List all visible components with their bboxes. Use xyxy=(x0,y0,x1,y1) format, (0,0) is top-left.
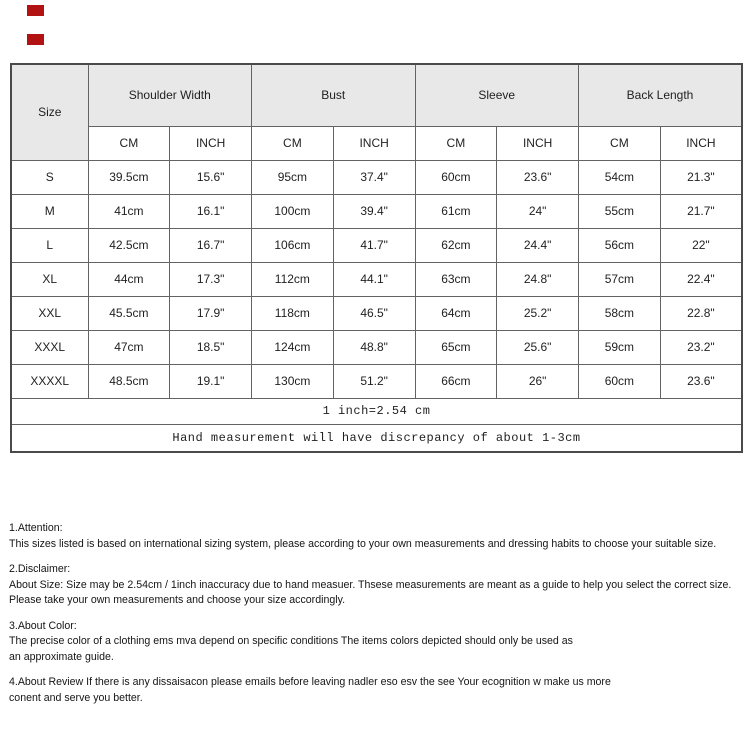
about-color-paragraph xyxy=(9,619,749,666)
measurement-cell: 42.5cm xyxy=(88,228,170,262)
paragraph-title: 3.About Color: xyxy=(9,619,77,632)
measurement-cell: 51.2" xyxy=(333,364,415,398)
measurement-cell: 26" xyxy=(497,364,579,398)
measurement-cell: 22" xyxy=(660,228,742,262)
measurement-cell: 23.6" xyxy=(660,364,742,398)
measurement-cell: 22.4" xyxy=(660,262,742,296)
measurement-cell: 124cm xyxy=(252,330,334,364)
measurement-cell: 41.7" xyxy=(333,228,415,262)
about-review-paragraph xyxy=(9,675,749,706)
measurement-cell: 46.5" xyxy=(333,296,415,330)
measurement-cell: 16.7" xyxy=(170,228,252,262)
description-section xyxy=(9,521,749,716)
measurement-cell: 58cm xyxy=(579,296,661,330)
measurement-cell: 39.5cm xyxy=(88,160,170,194)
table-unit-header-row xyxy=(11,126,742,160)
unit-header: INCH xyxy=(333,126,415,160)
measurement-cell: 25.2" xyxy=(497,296,579,330)
unit-header: INCH xyxy=(660,126,742,160)
paragraph-title: 2.Disclaimer: xyxy=(9,563,71,575)
sleeve-header: Sleeve xyxy=(415,64,579,126)
back-length-header: Back Length xyxy=(579,64,743,126)
disclaimer-paragraph xyxy=(9,562,749,609)
table-row-m xyxy=(11,194,742,228)
measurement-cell: 23.2" xyxy=(660,330,742,364)
measurement-cell: 55cm xyxy=(579,194,661,228)
table-note-row xyxy=(11,398,742,424)
size-label: L xyxy=(11,228,88,262)
table-row-xxxxl xyxy=(11,364,742,398)
measurement-cell: 66cm xyxy=(415,364,497,398)
measurement-cell: 63cm xyxy=(415,262,497,296)
measurement-cell: 39.4" xyxy=(333,194,415,228)
measurement-cell: 57cm xyxy=(579,262,661,296)
size-label: XXXL xyxy=(11,330,88,364)
measurement-cell: 15.6" xyxy=(170,160,252,194)
paragraph-title: 1.Attention: xyxy=(9,522,63,534)
measurement-cell: 45.5cm xyxy=(88,296,170,330)
measurement-cell: 19.1" xyxy=(170,364,252,398)
measurement-cell: 24" xyxy=(497,194,579,228)
measurement-cell: 44.1" xyxy=(333,262,415,296)
measurement-cell: 16.1" xyxy=(170,194,252,228)
table-group-header-row xyxy=(11,64,742,126)
measurement-cell: 62cm xyxy=(415,228,497,262)
measurement-cell: 95cm xyxy=(252,160,334,194)
paragraph-text: About Size: Size may be 2.54cm / 1inch inaccuracy due to hand measuer. Thsese measurements are meant as a guide to help you select the correct size. xyxy=(9,578,732,591)
measurement-cell: 64cm xyxy=(415,296,497,330)
paragraph-text: conent and serve you better. xyxy=(9,691,143,704)
size-label: XL xyxy=(11,262,88,296)
measurement-cell: 130cm xyxy=(252,364,334,398)
bust-header: Bust xyxy=(252,64,416,126)
measurement-cell: 18.5" xyxy=(170,330,252,364)
measurement-cell: 61cm xyxy=(415,194,497,228)
measurement-cell: 56cm xyxy=(579,228,661,262)
red-marker-top xyxy=(27,5,44,16)
measurement-cell: 17.3" xyxy=(170,262,252,296)
table-row-xxl xyxy=(11,296,742,330)
unit-header: INCH xyxy=(170,126,252,160)
unit-header: CM xyxy=(88,126,170,160)
measurement-discrepancy-note: Hand measurement will have discrepancy of about 1-3cm xyxy=(11,424,742,452)
measurement-cell: 17.9" xyxy=(170,296,252,330)
measurement-cell: 41cm xyxy=(88,194,170,228)
shoulder-width-header: Shoulder Width xyxy=(88,64,252,126)
inch-conversion-note: 1 inch=2.54 cm xyxy=(11,398,742,424)
measurement-cell: 106cm xyxy=(252,228,334,262)
table-row-l xyxy=(11,228,742,262)
attention-paragraph xyxy=(9,521,749,552)
paragraph-text: 4.About Review If there is any dissaisacon please emails before leaving nadler eso esv the see Your ecognition w make us more xyxy=(9,676,611,688)
size-label: M xyxy=(11,194,88,228)
measurement-cell: 47cm xyxy=(88,330,170,364)
paragraph-text: Please take your own measurements and choose your size accordingly. xyxy=(9,594,346,606)
measurement-cell: 59cm xyxy=(579,330,661,364)
measurement-cell: 48.5cm xyxy=(88,364,170,398)
measurement-cell: 22.8" xyxy=(660,296,742,330)
paragraph-text: This sizes listed is based on international sizing system, please according to your own measurements and dressing habits to choose your suitable size. xyxy=(9,537,717,550)
size-label: XXXXL xyxy=(11,364,88,398)
unit-header: INCH xyxy=(497,126,579,160)
unit-header: CM xyxy=(252,126,334,160)
size-chart-table xyxy=(10,63,743,453)
measurement-cell: 118cm xyxy=(252,296,334,330)
measurement-cell: 24.8" xyxy=(497,262,579,296)
table-row-xl xyxy=(11,262,742,296)
size-column-header: Size xyxy=(11,64,88,160)
measurement-cell: 25.6" xyxy=(497,330,579,364)
measurement-cell: 44cm xyxy=(88,262,170,296)
measurement-cell: 23.6" xyxy=(497,160,579,194)
measurement-cell: 54cm xyxy=(579,160,661,194)
measurement-cell: 60cm xyxy=(579,364,661,398)
measurement-cell: 21.3" xyxy=(660,160,742,194)
measurement-cell: 100cm xyxy=(252,194,334,228)
measurement-cell: 37.4" xyxy=(333,160,415,194)
paragraph-text: The precise color of a clothing ems mva depend on specific conditions The items colors depicted should only be used as xyxy=(9,635,573,647)
measurement-cell: 21.7" xyxy=(660,194,742,228)
measurement-cell: 112cm xyxy=(252,262,334,296)
unit-header: CM xyxy=(415,126,497,160)
table-row-xxxl xyxy=(11,330,742,364)
measurement-cell: 48.8" xyxy=(333,330,415,364)
unit-header: CM xyxy=(579,126,661,160)
paragraph-text: an approximate guide. xyxy=(9,650,114,663)
measurement-cell: 24.4" xyxy=(497,228,579,262)
size-label: XXL xyxy=(11,296,88,330)
red-marker-bottom xyxy=(27,34,44,45)
measurement-cell: 65cm xyxy=(415,330,497,364)
measurement-cell: 60cm xyxy=(415,160,497,194)
table-row-s xyxy=(11,160,742,194)
table-note-row xyxy=(11,424,742,452)
size-label: S xyxy=(11,160,88,194)
